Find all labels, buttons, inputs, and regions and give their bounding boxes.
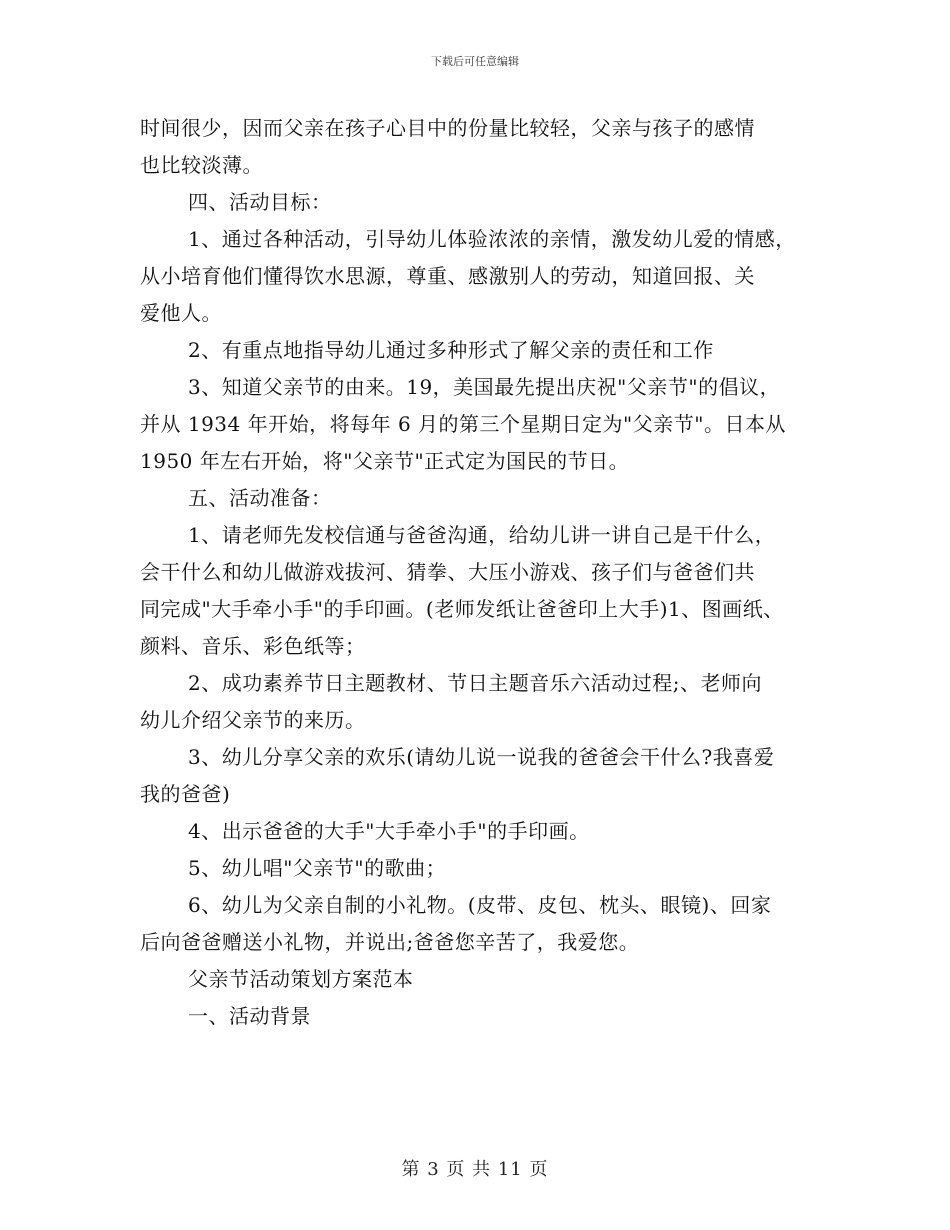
text-line: 1950 年左右开始，将"父亲节"正式定为国民的节日。 (140, 449, 630, 473)
text-line: 我的爸爸) (140, 782, 231, 806)
text-line: 幼儿介绍父亲节的来历。 (140, 708, 366, 732)
text-line: 1、请老师先发校信通与爸爸沟通，给幼儿讲一讲自己是干什么， (188, 523, 776, 547)
document-body (140, 110, 840, 1035)
text-line: 父亲节活动策划方案范本 (188, 967, 414, 991)
text-line: 同完成"大手牵小手"的手印画。(老师发纸让爸爸印上大手)1、图画纸、 (140, 597, 784, 621)
text-line: 五、活动准备： (188, 486, 332, 510)
text-line: 从小培育他们懂得饮水思源，尊重、感激别人的劳动，知道回报、关 (140, 264, 755, 288)
text-line: 1、通过各种活动，引导幼儿体验浓浓的亲情，激发幼儿爱的情感， (188, 227, 796, 251)
text-line: 2、成功素养节日主题教材、节日主题音乐六活动过程;、老师向 (188, 671, 762, 695)
page-header: 下载后可任意编辑 (431, 55, 519, 68)
text-line: 会干什么和幼儿做游戏拔河、猜拳、大压小游戏、孩子们与爸爸们共 (140, 560, 755, 584)
text-line: 时间很少，因而父亲在孩子心目中的份量比较轻，父亲与孩子的感情 (140, 116, 755, 140)
text-line: 3、幼儿分享父亲的欢乐(请幼儿说一说我的爸爸会干什么?我喜爱 (188, 745, 775, 769)
text-line: 一、活动背景 (188, 1004, 311, 1028)
text-line: 6、幼儿为父亲自制的小礼物。(皮带、皮包、枕头、眼镜)、回家 (188, 893, 772, 917)
text-line: 爱他人。 (140, 301, 222, 325)
text-line: 4、出示爸爸的大手"大手牵小手"的手印画。 (188, 819, 590, 843)
page-footer: 第 3 页 共 11 页 (401, 1159, 549, 1180)
text-line: 3、知道父亲节的由来。19，美国最先提出庆祝"父亲节"的倡议， (188, 375, 781, 399)
text-line: 四、活动目标： (188, 190, 332, 214)
text-line: 后向爸爸赠送小礼物，并说出;爸爸您辛苦了，我爱您。 (140, 930, 640, 954)
text-line: 也比较淡薄。 (140, 153, 263, 177)
text-line: 颜料、音乐、彩色纸等； (140, 634, 366, 658)
text-line: 2、有重点地指导幼儿通过多种形式了解父亲的责任和工作 (188, 338, 714, 362)
text-line: 5、幼儿唱"父亲节"的歌曲； (188, 856, 447, 880)
text-line: 并从 1934 年开始，将每年 6 月的第三个星期日定为"父亲节"。日本从 (140, 412, 786, 436)
